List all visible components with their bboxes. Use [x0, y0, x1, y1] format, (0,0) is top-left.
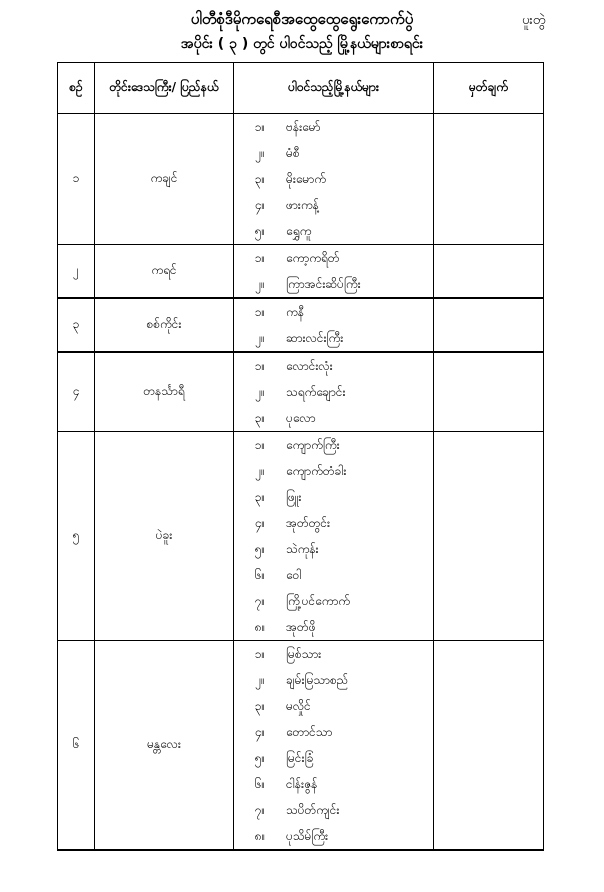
table-row [58, 245, 544, 299]
township-index: ၃။ [254, 490, 266, 504]
township-item [234, 405, 433, 431]
township-item [234, 379, 433, 405]
township-item [234, 245, 433, 271]
header-remarks: မှတ်ချက် [434, 63, 544, 114]
township-item [234, 614, 433, 640]
township-list [234, 352, 434, 432]
township-index: ၅။ [254, 542, 266, 556]
attachment-note: ပူးတွဲ [522, 13, 546, 28]
remarks-cell [434, 114, 544, 245]
header-townships: ပါဝင်သည့်မြို့နယ်များ [234, 63, 434, 114]
township-index: ၈။ [254, 620, 266, 634]
table-body [58, 114, 544, 851]
township-name: ဖားကန့် [286, 198, 319, 212]
township-index: ၁။ [254, 120, 266, 134]
township-item [234, 823, 433, 849]
township-name: ပုလော [286, 411, 316, 425]
table-row [58, 432, 544, 641]
township-item [234, 166, 433, 192]
township-name: ကျောက်တံခါး [286, 464, 347, 478]
township-index: ၁။ [254, 251, 266, 265]
township-index: ၆။ [254, 568, 266, 582]
township-name: ကော့ကရိတ် [286, 251, 340, 265]
township-item [234, 693, 433, 719]
remarks-cell [434, 298, 544, 352]
township-index: ၂။ [255, 277, 265, 291]
header-num: စဉ် [58, 63, 95, 114]
township-item [234, 458, 433, 484]
township-index: ၇။ [254, 594, 266, 608]
township-item [234, 192, 433, 218]
township-item [234, 271, 433, 297]
row-number: ၄ [58, 352, 95, 432]
township-name: ကြို့ပင်ကောက် [286, 594, 351, 608]
township-index: ၈။ [254, 829, 266, 843]
township-name: ရွှေကူ [286, 224, 312, 238]
township-name: သရက်ချောင်း [286, 385, 346, 399]
township-index: ၅။ [254, 224, 266, 238]
township-name: သပိတ်ကျင်း [286, 803, 340, 817]
township-name: အုတ်တွင်း [286, 516, 331, 530]
township-index: ၁။ [254, 438, 266, 452]
township-name: သဲကုန်း [286, 542, 319, 556]
remarks-cell [434, 432, 544, 641]
region-name: တနင်္သာရီ [95, 352, 234, 432]
region-name: ပဲခူး [95, 432, 234, 641]
township-name: ဖြူး [286, 490, 302, 504]
township-name: မြစ်သား [286, 647, 322, 661]
region-name: ကရင် [95, 245, 234, 299]
township-item [234, 432, 433, 458]
township-index: ၅။ [254, 751, 266, 765]
township-name: ကျောက်ကြီး [286, 438, 340, 452]
township-list [234, 641, 434, 851]
township-index: ၃။ [254, 172, 266, 186]
row-number: ၃ [58, 298, 95, 352]
township-index: ၄။ [254, 516, 266, 530]
township-list [234, 298, 434, 352]
township-name: အုတ်ဖို [286, 620, 316, 634]
township-name: မြင်းခြံ [286, 751, 314, 765]
document-subtitle: အပိုင်း ( ၃ ) တွင် ပါဝင်သည့် မြို့နယ်များစာရင်း [180, 36, 424, 52]
township-item [234, 667, 433, 693]
township-name: ဝေါ [286, 568, 302, 582]
township-item [234, 641, 433, 667]
township-item [234, 140, 433, 166]
region-name: စစ်ကိုင်း [95, 298, 234, 352]
township-name: ပုသိမ်ကြီး [286, 829, 329, 843]
row-number: ၆ [58, 641, 95, 851]
remarks-cell [434, 641, 544, 851]
township-index: ၁။ [254, 359, 266, 373]
township-name: တောင်သာ [286, 725, 333, 739]
township-name: ဆားလင်းကြီး [286, 331, 344, 345]
township-name: မံစီ [286, 146, 300, 160]
township-item [234, 745, 433, 771]
township-item [234, 218, 433, 244]
header-region: တိုင်းဒေသကြီး/ ပြည်နယ် [95, 63, 234, 114]
township-name: မိုးမောက် [286, 172, 326, 186]
township-index: ၆။ [254, 777, 266, 791]
township-name: ကနီ [286, 305, 304, 319]
township-item [234, 719, 433, 745]
township-index: ၃။ [254, 411, 266, 425]
township-index: ၂။ [255, 673, 265, 687]
township-name: လောင်းလုံး [286, 359, 333, 373]
row-number: ၅ [58, 432, 95, 641]
township-index: ၂။ [255, 464, 265, 478]
row-number: ၁ [58, 114, 95, 245]
township-item [234, 114, 433, 140]
township-name: ဗန်းမော် [286, 120, 321, 134]
township-index: ၁။ [254, 647, 266, 661]
township-list [234, 114, 434, 245]
township-item [234, 536, 433, 562]
township-index: ၂။ [255, 146, 265, 160]
township-name: မလှိုင် [286, 699, 311, 713]
township-item [234, 299, 433, 325]
township-item [234, 562, 433, 588]
document-title: ပါတီစုံဒီမိုကရေစီအထွေထွေရွေးကောက်ပွဲ [190, 10, 414, 28]
township-index: ၂။ [255, 385, 265, 399]
table-row [58, 298, 544, 352]
township-index: ၂။ [255, 331, 265, 345]
township-name: ငါန်းဇွန် [286, 777, 318, 791]
township-index: ၃။ [254, 699, 266, 713]
township-index: ၇။ [254, 803, 266, 817]
township-item [234, 325, 433, 351]
township-name: ချမ်းမြသာစည် [286, 673, 349, 687]
township-item [234, 797, 433, 823]
table-row [58, 114, 544, 245]
township-item [234, 588, 433, 614]
township-table [57, 62, 544, 851]
township-name: ကြာအင်းဆိပ်ကြီး [286, 277, 361, 291]
township-item [234, 353, 433, 379]
township-item [234, 484, 433, 510]
table-row [58, 352, 544, 432]
township-list [234, 432, 434, 641]
table-row [58, 641, 544, 851]
remarks-cell [434, 245, 544, 299]
township-item [234, 510, 433, 536]
township-index: ၄။ [254, 725, 266, 739]
table-header-row [58, 63, 544, 114]
township-list [234, 245, 434, 299]
region-name: မန္တလေး [95, 641, 234, 851]
township-index: ၁။ [254, 305, 266, 319]
township-item [234, 771, 433, 797]
township-index: ၄။ [254, 198, 266, 212]
remarks-cell [434, 352, 544, 432]
row-number: ၂ [58, 245, 95, 299]
region-name: ကချင် [95, 114, 234, 245]
